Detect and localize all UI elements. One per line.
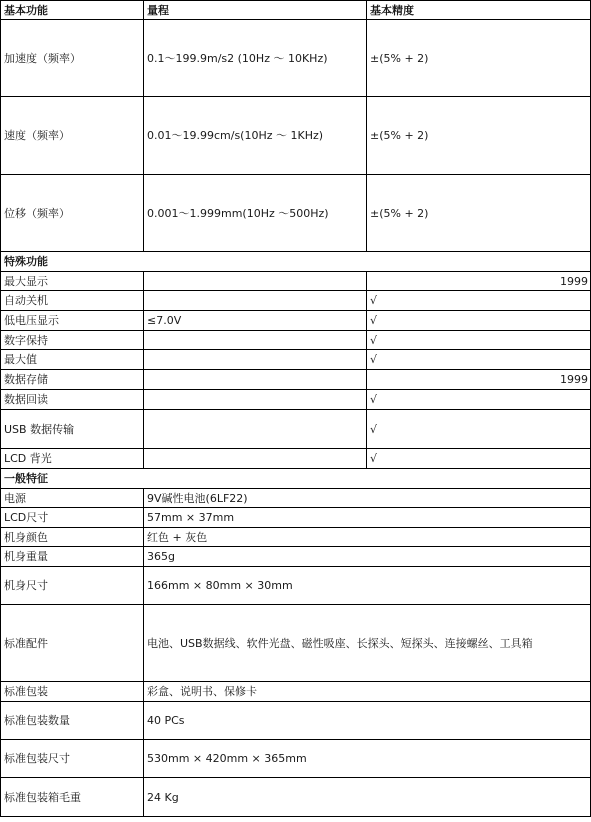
- feature-name: LCD 背光: [1, 449, 144, 469]
- table-row: [1, 508, 591, 528]
- table-row: [1, 175, 591, 252]
- feature-note: ≤7.0V: [144, 311, 367, 331]
- feature-name: 数字保持: [1, 331, 144, 350]
- check-mark: √: [367, 350, 591, 370]
- feature-name: 最大值: [1, 350, 144, 370]
- spec-value: 40 PCs: [144, 702, 591, 740]
- function-name: 位移（频率）: [1, 175, 144, 252]
- spec-value: 红色 + 灰色: [144, 528, 591, 547]
- section-title-special: 特殊功能: [1, 252, 591, 272]
- table-row: [1, 740, 591, 778]
- function-accuracy: ±(5% + 2): [367, 175, 591, 252]
- table-row: [1, 489, 591, 508]
- table-row: [1, 390, 591, 410]
- function-accuracy: ±(5% + 2): [367, 97, 591, 175]
- feature-note: [144, 291, 367, 311]
- table-row: [1, 331, 591, 350]
- spec-value: 电池、USB数据线、软件光盘、磁性吸座、长探头、短探头、连接螺丝、工具箱: [144, 605, 591, 682]
- spec-name: 机身重量: [1, 547, 144, 567]
- table-row: [1, 97, 591, 175]
- feature-name: 数据存储: [1, 370, 144, 390]
- table-row: [1, 410, 591, 449]
- check-mark: √: [367, 410, 591, 449]
- header-range: 量程: [144, 1, 367, 20]
- feature-name: 自动关机: [1, 291, 144, 311]
- spec-value: 57mm × 37mm: [144, 508, 591, 528]
- function-range: 0.01～19.99cm/s(10Hz ～ 1KHz): [144, 97, 367, 175]
- feature-note: [144, 370, 367, 390]
- check-mark: √: [367, 331, 591, 350]
- feature-note: [144, 350, 367, 370]
- spec-name: 标准包装尺寸: [1, 740, 144, 778]
- spec-name: 电源: [1, 489, 144, 508]
- table-row: [1, 20, 591, 97]
- spec-name: 机身颜色: [1, 528, 144, 547]
- table-row: [1, 291, 591, 311]
- feature-note: [144, 272, 367, 291]
- check-mark: √: [367, 291, 591, 311]
- function-name: 速度（频率）: [1, 97, 144, 175]
- table-row: [1, 605, 591, 682]
- spec-value: 166mm × 80mm × 30mm: [144, 567, 591, 605]
- feature-value: 1999: [367, 370, 591, 390]
- spec-value: 365g: [144, 547, 591, 567]
- table-row: [1, 350, 591, 370]
- feature-name: USB 数据传输: [1, 410, 144, 449]
- table-row: [1, 272, 591, 291]
- function-name: 加速度（频率）: [1, 20, 144, 97]
- spec-name: 标准包装: [1, 682, 144, 702]
- spec-value: 530mm × 420mm × 365mm: [144, 740, 591, 778]
- table-row: [1, 528, 591, 547]
- feature-note: [144, 331, 367, 350]
- section-header-row: [1, 252, 591, 272]
- table-row: [1, 682, 591, 702]
- header-accuracy: 基本精度: [367, 1, 591, 20]
- spec-name: 机身尺寸: [1, 567, 144, 605]
- feature-name: 数据回读: [1, 390, 144, 410]
- feature-value: 1999: [367, 272, 591, 291]
- table-row: [1, 567, 591, 605]
- spec-name: 标准包装数量: [1, 702, 144, 740]
- spec-value: 9V碱性电池(6LF22): [144, 489, 591, 508]
- feature-name: 低电压显示: [1, 311, 144, 331]
- function-range: 0.001～1.999mm(10Hz ～500Hz): [144, 175, 367, 252]
- check-mark: √: [367, 311, 591, 331]
- check-mark: √: [367, 390, 591, 410]
- spec-value: 彩盒、说明书、保修卡: [144, 682, 591, 702]
- function-accuracy: ±(5% + 2): [367, 20, 591, 97]
- table-row: [1, 449, 591, 469]
- section-header-row: [1, 469, 591, 489]
- feature-note: [144, 410, 367, 449]
- check-mark: √: [367, 449, 591, 469]
- feature-name: 最大显示: [1, 272, 144, 291]
- table-row: [1, 370, 591, 390]
- table-row: [1, 311, 591, 331]
- spec-name: LCD尺寸: [1, 508, 144, 528]
- table-row: [1, 778, 591, 817]
- table-row: [1, 702, 591, 740]
- spec-name: 标准包装箱毛重: [1, 778, 144, 817]
- header-row: [1, 1, 591, 20]
- spec-name: 标准配件: [1, 605, 144, 682]
- section-title-general: 一般特征: [1, 469, 591, 489]
- feature-note: [144, 390, 367, 410]
- feature-note: [144, 449, 367, 469]
- table-row: [1, 547, 591, 567]
- spec-value: 24 Kg: [144, 778, 591, 817]
- header-function: 基本功能: [1, 1, 144, 20]
- function-range: 0.1～199.9m/s2 (10Hz ～ 10KHz): [144, 20, 367, 97]
